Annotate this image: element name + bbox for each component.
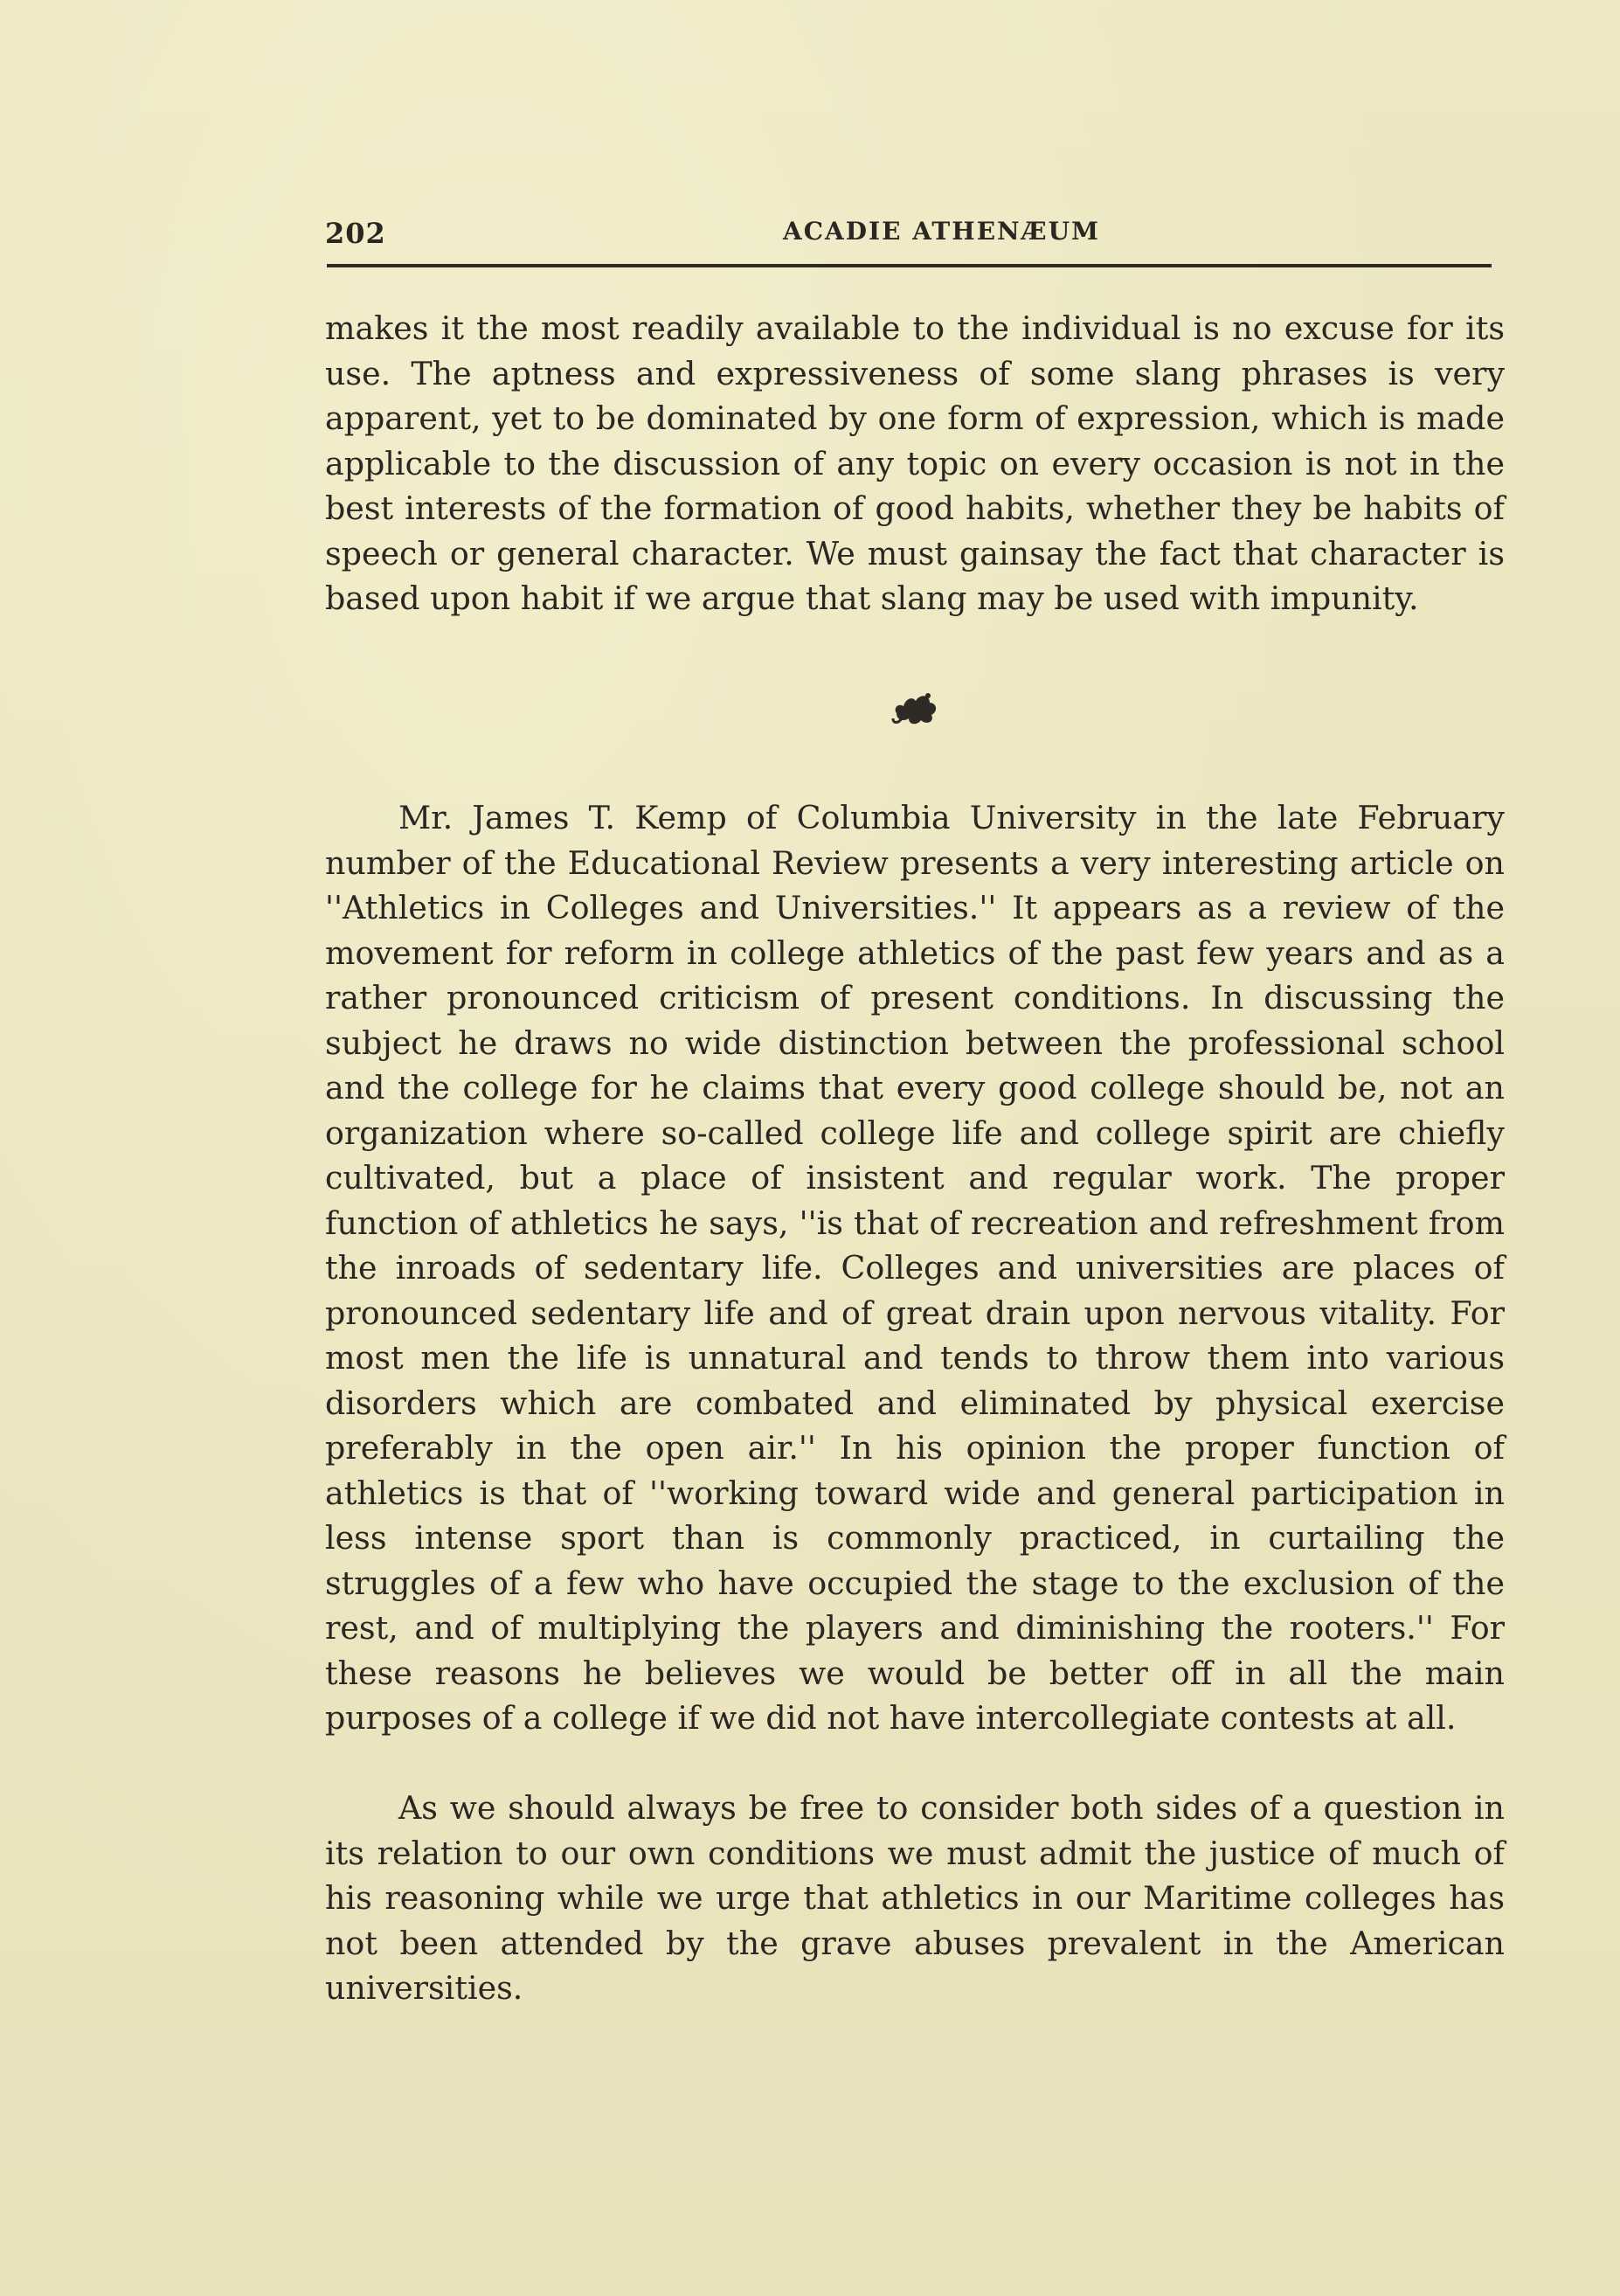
paragraph-kemp-article — [325, 795, 1505, 1741]
page-header — [325, 217, 1492, 269]
paragraph-conclusion — [325, 1786, 1505, 2011]
fleuron-icon — [890, 683, 942, 727]
header-rule — [327, 264, 1492, 267]
running-title: ACADIE ATHENÆUM — [783, 217, 1100, 246]
paragraph-slang — [325, 306, 1505, 621]
paragraph-text: makes it the most readily available to the individual is no excuse for its use. The aptness and expressiveness of some slang phrases is very apparent, yet to be dominated by one form of expression, which is made applicable to the discussion of any topic on every occasion is not in the best interests of the formation of good habits, whether they be habits of speech or general character. We must gainsay the fact that character is based upon habit if we argue that slang may be used with impunity. — [325, 309, 1505, 617]
paragraph-text: Mr. James T. Kemp of Columbia University in the late February number of the Educational Review presents a very interesting article on ''Athletics in Colleges and Universities.'' It appears as a review of the movement for reform in college athletics of the past few years and as a rather pronounced criticism of present conditions. In discussing the subject he draws no wide distinction between the professional school and the college for he claims that every good college should be, not an organization where so-called college life and college spirit are chiefly cultivated, but a place of insistent and regular work. The proper function of athletics he says, ''is that of recreation and refreshment from the inroads of sedentary life. Colleges and universities are places of pronounced sedentary life and of great drain upon nervous vitality. For most men the life is unnatural and tends to throw them into various disorders which are combated and eliminated by physical exercise preferably in the open air.'' In his opinion the proper function of athletics is that of ''working toward wide and general participation in less intense sport than is commonly practiced, in curtailing the struggles of a few who have occupied the stage to the exclusion of the rest, and of multiplying the players and diminishing the rooters.'' For these reasons he believes we would be better off in all the main purposes of a college if we did not have intercollegiate contests at all. — [325, 799, 1505, 1737]
paragraph-text: As we should always be free to consider both sides of a question in its relation to our own conditions we must admit the justice of much of his reasoning while we urge that athletics in our Maritime colleges has not been attended by the grave abuses prevalent in the American universities. — [325, 1789, 1505, 2007]
page-number: 202 — [325, 217, 386, 250]
